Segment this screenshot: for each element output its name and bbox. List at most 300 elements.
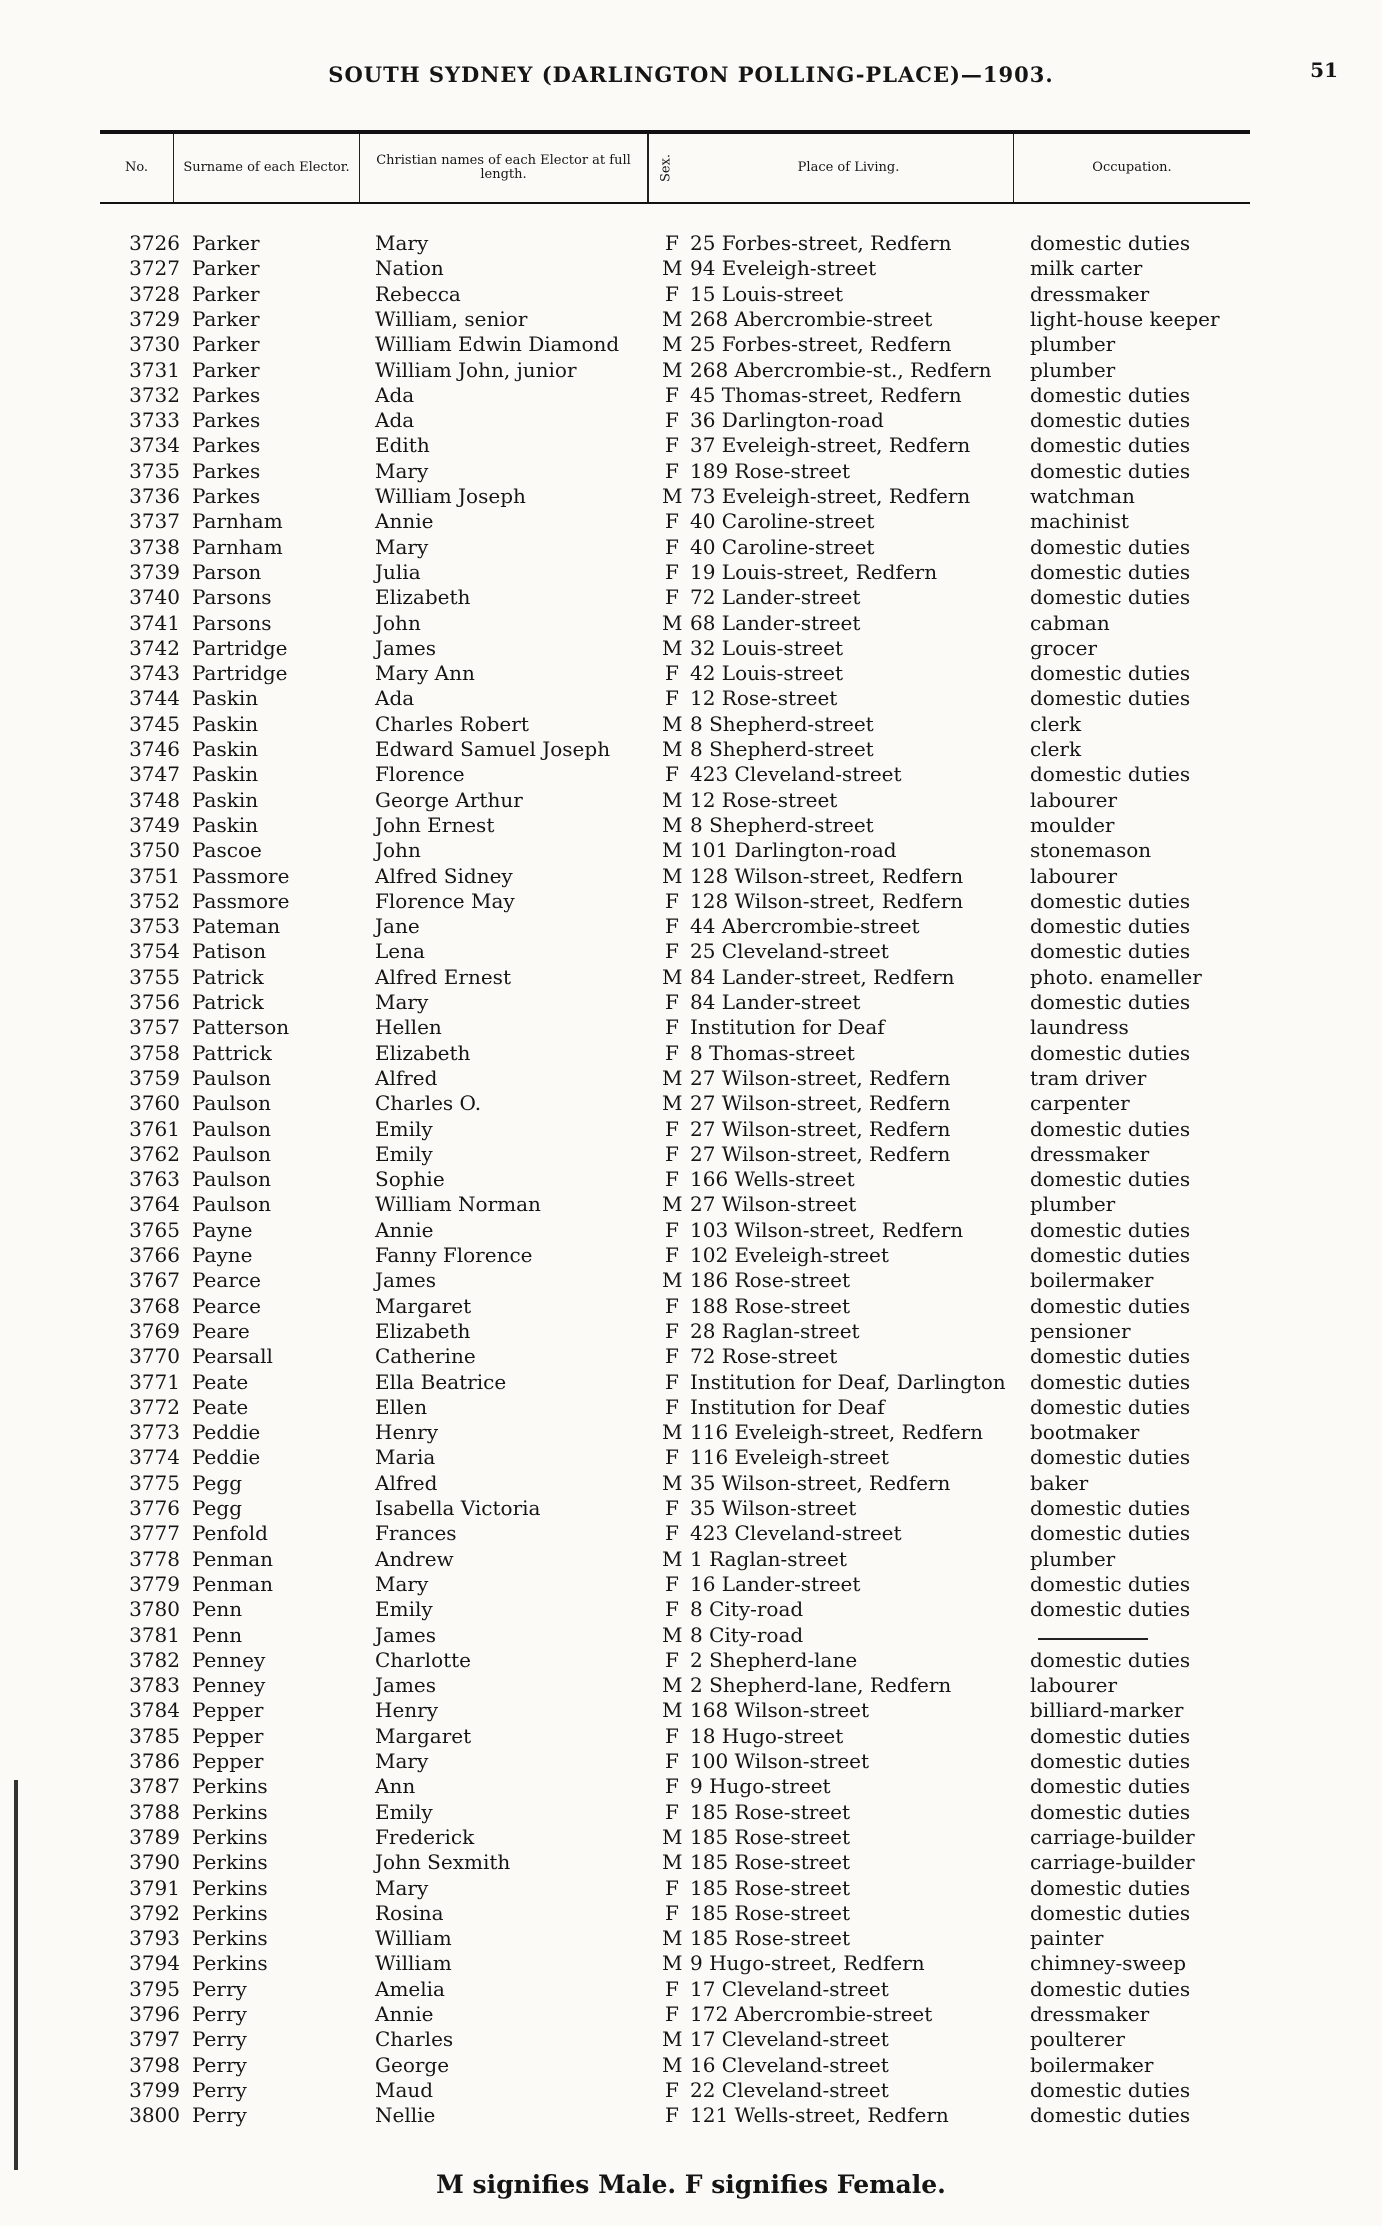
elector-sex: M <box>662 787 683 812</box>
table-row <box>100 1572 1280 1597</box>
table-row <box>100 1926 1280 1951</box>
elector-occupation: cabman <box>1030 610 1110 635</box>
elector-sex: F <box>665 231 679 255</box>
elector-christian-names: Ada <box>375 382 415 407</box>
elector-sex: F <box>665 1723 679 1748</box>
elector-surname: Perkins <box>192 1900 268 1925</box>
elector-place-of-living: 423 Cleveland-street <box>690 762 902 787</box>
elector-sex: F <box>665 2103 679 2128</box>
table-row <box>100 2053 1280 2078</box>
elector-number: 3770 <box>129 1344 180 1369</box>
elector-christian-names: William Norman <box>375 1192 541 1217</box>
elector-number: 3772 <box>129 1394 180 1419</box>
elector-surname: Penney <box>192 1647 266 1672</box>
elector-occupation: carpenter <box>1030 1091 1130 1116</box>
elector-sex: F <box>665 1774 679 1799</box>
elector-christian-names: Frederick <box>375 1824 475 1849</box>
elector-sex: F <box>665 1243 679 1267</box>
elector-christian-names: Emily <box>375 1116 433 1141</box>
elector-number: 3761 <box>129 1116 180 1141</box>
elector-sex: F <box>665 1521 679 1546</box>
table-row <box>100 1977 1280 2002</box>
table-row <box>100 1951 1280 1976</box>
elector-christian-names: Alfred Ernest <box>375 964 511 989</box>
elector-occupation: plumber <box>1030 1192 1116 1217</box>
elector-sex: F <box>665 888 679 913</box>
elector-surname: Parkes <box>192 408 261 433</box>
elector-sex: F <box>665 433 679 458</box>
elector-occupation: domestic duties <box>1030 1293 1191 1318</box>
elector-occupation: domestic duties <box>1030 1369 1191 1394</box>
table-row <box>100 1243 1280 1268</box>
elector-sex: M <box>662 1065 683 1090</box>
elector-sex: F <box>665 1217 679 1242</box>
elector-christian-names: Rosina <box>375 1900 444 1925</box>
elector-occupation: domestic duties <box>1030 1597 1191 1622</box>
elector-christian-names: Mary <box>375 231 429 255</box>
elector-occupation: dressmaker <box>1030 1141 1150 1166</box>
column-header-no: No. <box>100 134 174 202</box>
elector-surname: Payne <box>192 1217 253 1242</box>
elector-place-of-living: 44 Abercrombie-street <box>690 914 920 939</box>
table-row <box>100 1041 1280 1066</box>
table-row <box>100 1420 1280 1445</box>
elector-place-of-living: Institution for Deaf, Darlington <box>690 1369 1006 1394</box>
elector-place-of-living: 8 City-road <box>690 1597 804 1622</box>
elector-occupation: domestic duties <box>1030 1167 1191 1192</box>
table-row <box>100 332 1280 357</box>
table-row <box>100 990 1280 1015</box>
elector-surname: Parnham <box>192 509 283 534</box>
elector-number: 3793 <box>129 1926 180 1951</box>
table-row <box>100 1521 1280 1546</box>
table-row <box>100 1623 1280 1648</box>
elector-occupation: domestic duties <box>1030 433 1191 458</box>
column-header-occupation: Occupation. <box>1092 160 1172 175</box>
elector-sex: F <box>665 1369 679 1394</box>
elector-place-of-living: 40 Caroline-street <box>690 534 875 559</box>
elector-occupation: moulder <box>1030 812 1115 837</box>
elector-sex: M <box>662 1546 683 1571</box>
elector-christian-names: Charles O. <box>375 1091 482 1116</box>
elector-christian-names: Alfred <box>375 1470 438 1495</box>
table-row <box>100 1167 1280 1192</box>
elector-occupation: carriage-builder <box>1030 1850 1195 1875</box>
column-header-place-of-living: Place of Living. <box>684 134 1014 202</box>
elector-number: 3755 <box>129 964 180 989</box>
elector-surname: Perry <box>192 2077 247 2102</box>
elector-number: 3738 <box>129 534 180 559</box>
elector-place-of-living: 73 Eveleigh-street, Redfern <box>690 484 971 508</box>
elector-number: 3743 <box>129 661 180 686</box>
elector-sex: F <box>665 1900 679 1925</box>
elector-place-of-living: 45 Thomas-street, Redfern <box>690 382 962 407</box>
elector-sex: F <box>665 1571 679 1596</box>
elector-place-of-living: 166 Wells-street <box>690 1167 855 1192</box>
elector-place-of-living: 100 Wilson-street <box>690 1749 870 1773</box>
elector-sex: F <box>665 1799 679 1824</box>
elector-number: 3771 <box>129 1369 180 1394</box>
elector-christian-names: Maud <box>375 2077 434 2102</box>
elector-surname: Pepper <box>192 1723 264 1748</box>
elector-number: 3733 <box>129 408 180 433</box>
elector-christian-names: John Ernest <box>375 812 495 837</box>
elector-occupation: domestic duties <box>1030 661 1191 686</box>
elector-number: 3767 <box>129 1268 180 1293</box>
elector-surname: Perkins <box>192 1875 268 1900</box>
elector-number: 3740 <box>129 585 180 610</box>
elector-christian-names: William Joseph <box>375 484 526 508</box>
elector-sex: M <box>662 838 683 863</box>
table-row <box>100 1825 1280 1850</box>
elector-surname: Perkins <box>192 1799 268 1824</box>
elector-christian-names: Ann <box>375 1774 416 1799</box>
elector-christian-names: William John, junior <box>375 357 577 382</box>
elector-surname: Parker <box>192 231 260 255</box>
elector-occupation: domestic duties <box>1030 1344 1191 1369</box>
elector-place-of-living: 9 Hugo-street, Redfern <box>690 1951 925 1976</box>
table-row <box>100 737 1280 762</box>
table-row <box>100 1015 1280 1040</box>
elector-place-of-living: 128 Wilson-street, Redfern <box>690 888 964 913</box>
table-row <box>100 383 1280 408</box>
elector-occupation: domestic duties <box>1030 1799 1191 1824</box>
elector-sex: F <box>665 458 679 483</box>
elector-surname: Peate <box>192 1394 249 1419</box>
table-row <box>100 560 1280 585</box>
table-row <box>100 282 1280 307</box>
elector-occupation: domestic duties <box>1030 382 1191 407</box>
table-row <box>100 1117 1280 1142</box>
elector-occupation: dressmaker <box>1030 2002 1150 2026</box>
elector-surname: Paskin <box>192 737 259 761</box>
elector-sex: F <box>665 1749 679 1773</box>
elector-occupation: milk carter <box>1030 256 1143 281</box>
elector-number: 3759 <box>129 1065 180 1090</box>
elector-place-of-living: 37 Eveleigh-street, Redfern <box>690 433 971 458</box>
elector-sex: M <box>662 1951 683 1976</box>
elector-christian-names: George Arthur <box>375 787 523 812</box>
elector-occupation: domestic duties <box>1030 1749 1191 1773</box>
table-row <box>100 1218 1280 1243</box>
elector-place-of-living: 116 Eveleigh-street <box>690 1445 889 1470</box>
table-row <box>100 1471 1280 1496</box>
elector-occupation: plumber <box>1030 332 1116 357</box>
table-row <box>100 636 1280 661</box>
elector-surname: Paskin <box>192 686 259 711</box>
elector-christian-names: Mary <box>375 990 429 1014</box>
elector-number: 3735 <box>129 458 180 483</box>
elector-number: 3791 <box>129 1875 180 1900</box>
elector-christian-names: Ada <box>375 686 415 711</box>
elector-place-of-living: 8 Thomas-street <box>690 1040 855 1065</box>
elector-christian-names: James <box>375 635 437 660</box>
elector-place-of-living: 17 Cleveland-street <box>690 2027 889 2052</box>
elector-surname: Parkes <box>192 433 261 458</box>
elector-occupation: boilermaker <box>1030 1268 1154 1293</box>
elector-surname: Parker <box>192 357 260 382</box>
elector-number: 3731 <box>129 357 180 382</box>
elector-christian-names: Alfred Sidney <box>375 863 513 888</box>
elector-place-of-living: 128 Wilson-street, Redfern <box>690 863 964 888</box>
elector-number: 3750 <box>129 838 180 863</box>
elector-sex: M <box>662 711 683 736</box>
table-row <box>100 1901 1280 1926</box>
elector-place-of-living: 94 Eveleigh-street <box>690 256 877 281</box>
elector-surname: Partridge <box>192 661 288 686</box>
elector-christian-names: Charles Robert <box>375 711 529 736</box>
elector-occupation: stonemason <box>1030 838 1152 863</box>
elector-number: 3800 <box>129 2103 180 2128</box>
elector-number: 3773 <box>129 1420 180 1445</box>
table-row <box>100 2002 1280 2027</box>
elector-place-of-living: 8 Shepherd-street <box>690 711 874 736</box>
elector-place-of-living: 42 Louis-street <box>690 661 843 686</box>
elector-sex: M <box>662 1673 683 1698</box>
elector-number: 3727 <box>129 256 180 281</box>
elector-surname: Patrick <box>192 964 264 989</box>
elector-place-of-living: 102 Eveleigh-street <box>690 1243 889 1267</box>
table-row <box>100 1091 1280 1116</box>
column-header-christian-names: Christian names of each Elector at full length. <box>360 134 648 202</box>
elector-number: 3756 <box>129 990 180 1014</box>
elector-sex: M <box>662 306 683 331</box>
elector-place-of-living: 186 Rose-street <box>690 1268 851 1293</box>
elector-occupation: domestic duties <box>1030 1521 1191 1546</box>
blank-occupation-dash <box>1038 1638 1148 1640</box>
elector-occupation: domestic duties <box>1030 762 1191 787</box>
elector-place-of-living: 72 Lander-street <box>690 585 861 610</box>
elector-number: 3754 <box>129 939 180 964</box>
elector-christian-names: Emily <box>375 1597 433 1622</box>
elector-surname: Parnham <box>192 534 283 559</box>
elector-place-of-living: 27 Wilson-street, Redfern <box>690 1091 951 1116</box>
elector-place-of-living: 185 Rose-street <box>690 1900 851 1925</box>
table-row <box>100 1749 1280 1774</box>
elector-surname: Perry <box>192 2027 247 2052</box>
table-row <box>100 1774 1280 1799</box>
elector-place-of-living: 8 Shepherd-street <box>690 737 874 761</box>
elector-occupation: domestic duties <box>1030 1976 1191 2001</box>
elector-surname: Penney <box>192 1673 266 1698</box>
elector-christian-names: John <box>375 610 421 635</box>
elector-sex: F <box>665 661 679 686</box>
table-row <box>100 889 1280 914</box>
elector-surname: Payne <box>192 1243 253 1267</box>
elector-christian-names: James <box>375 1268 437 1293</box>
elector-place-of-living: 121 Wells-street, Redfern <box>690 2103 949 2128</box>
elector-number: 3792 <box>129 1900 180 1925</box>
elector-place-of-living: 28 Raglan-street <box>690 1318 860 1343</box>
elector-sex: F <box>665 382 679 407</box>
elector-occupation: clerk <box>1030 737 1082 761</box>
elector-place-of-living: 36 Darlington-road <box>690 408 884 433</box>
elector-surname: Peare <box>192 1318 250 1343</box>
table-row <box>100 914 1280 939</box>
elector-surname: Paskin <box>192 711 259 736</box>
elector-place-of-living: 25 Forbes-street, Redfern <box>690 332 952 357</box>
table-row <box>100 231 1280 256</box>
elector-number: 3799 <box>129 2077 180 2102</box>
elector-christian-names: William <box>375 1926 452 1951</box>
table-row <box>100 1142 1280 1167</box>
elector-occupation: domestic duties <box>1030 686 1191 711</box>
elector-place-of-living: 12 Rose-street <box>690 686 838 711</box>
elector-sex: M <box>662 1824 683 1849</box>
elector-number: 3790 <box>129 1850 180 1875</box>
elector-christian-names: Florence <box>375 762 465 787</box>
elector-place-of-living: 16 Cleveland-street <box>690 2052 889 2077</box>
elector-occupation: domestic duties <box>1030 1875 1191 1900</box>
elector-sex: M <box>662 1698 683 1723</box>
elector-place-of-living: 268 Abercrombie-st., Redfern <box>690 357 992 382</box>
table-row <box>100 1800 1280 1825</box>
elector-occupation: light-house keeper <box>1030 306 1220 331</box>
elector-sex: M <box>662 484 683 508</box>
elector-sex: F <box>665 1875 679 1900</box>
elector-occupation: domestic duties <box>1030 2103 1191 2128</box>
elector-sex: M <box>662 812 683 837</box>
elector-occupation: domestic duties <box>1030 914 1191 939</box>
elector-sex: F <box>665 762 679 787</box>
elector-number: 3782 <box>129 1647 180 1672</box>
elector-occupation: labourer <box>1030 1673 1118 1698</box>
elector-place-of-living: 15 Louis-street <box>690 281 843 306</box>
elector-surname: Patrick <box>192 990 264 1014</box>
table-row <box>100 2078 1280 2103</box>
elector-surname: Peddie <box>192 1420 261 1445</box>
elector-surname: Parker <box>192 306 260 331</box>
elector-place-of-living: Institution for Deaf <box>690 1015 885 1040</box>
elector-number: 3732 <box>129 382 180 407</box>
table-row <box>100 712 1280 737</box>
elector-sex: F <box>665 1116 679 1141</box>
table-row <box>100 1547 1280 1572</box>
elector-sex: M <box>662 1622 683 1647</box>
elector-place-of-living: 27 Wilson-street, Redfern <box>690 1141 951 1166</box>
elector-place-of-living: 189 Rose-street <box>690 458 851 483</box>
elector-number: 3769 <box>129 1318 180 1343</box>
elector-occupation: carriage-builder <box>1030 1824 1195 1849</box>
table-row <box>100 2027 1280 2052</box>
elector-christian-names: Charlotte <box>375 1647 472 1672</box>
elector-sex: M <box>662 2052 683 2077</box>
elector-surname: Pearsall <box>192 1344 273 1369</box>
table-row <box>100 484 1280 509</box>
elector-surname: Perry <box>192 2103 247 2128</box>
elector-place-of-living: 185 Rose-street <box>690 1926 851 1951</box>
elector-number: 3742 <box>129 635 180 660</box>
elector-number: 3788 <box>129 1799 180 1824</box>
elector-occupation: tram driver <box>1030 1065 1147 1090</box>
elector-surname: Partridge <box>192 635 288 660</box>
elector-sex: M <box>662 610 683 635</box>
elector-occupation: domestic duties <box>1030 534 1191 559</box>
elector-christian-names: Elizabeth <box>375 1318 471 1343</box>
elector-occupation: domestic duties <box>1030 1571 1191 1596</box>
elector-number: 3745 <box>129 711 180 736</box>
elector-place-of-living: 68 Lander-street <box>690 610 861 635</box>
elector-number: 3795 <box>129 1976 180 2001</box>
elector-place-of-living: 188 Rose-street <box>690 1293 851 1318</box>
elector-christian-names: Henry <box>375 1420 439 1445</box>
elector-surname: Parker <box>192 256 260 281</box>
elector-christian-names: Mary <box>375 534 429 559</box>
elector-surname: Passmore <box>192 863 290 888</box>
elector-occupation: domestic duties <box>1030 1900 1191 1925</box>
table-row <box>100 1648 1280 1673</box>
elector-christian-names: Edward Samuel Joseph <box>375 737 611 761</box>
elector-sex: M <box>662 1420 683 1445</box>
elector-christian-names: Charles <box>375 2027 454 2052</box>
elector-christian-names: Florence May <box>375 888 515 913</box>
elector-sex: F <box>665 1293 679 1318</box>
elector-occupation: domestic duties <box>1030 408 1191 433</box>
elector-surname: Paskin <box>192 787 259 812</box>
elector-number: 3776 <box>129 1496 180 1520</box>
elector-place-of-living: 8 City-road <box>690 1622 804 1647</box>
elector-christian-names: Elizabeth <box>375 585 471 610</box>
elector-number: 3765 <box>129 1217 180 1242</box>
elector-sex: F <box>665 914 679 939</box>
table-row <box>100 509 1280 534</box>
elector-christian-names: Mary <box>375 458 429 483</box>
table-row <box>100 1673 1280 1698</box>
elector-surname: Pegg <box>192 1496 242 1520</box>
elector-sex: M <box>662 1850 683 1875</box>
elector-number: 3734 <box>129 433 180 458</box>
elector-place-of-living: 2 Shepherd-lane, Redfern <box>690 1673 952 1698</box>
elector-christian-names: John <box>375 838 421 863</box>
elector-number: 3726 <box>129 231 180 255</box>
elector-number: 3739 <box>129 559 180 584</box>
elector-number: 3762 <box>129 1141 180 1166</box>
elector-number: 3777 <box>129 1521 180 1546</box>
elector-sex: F <box>665 939 679 964</box>
elector-christian-names: William, senior <box>375 306 528 331</box>
elector-christian-names: Rebecca <box>375 281 461 306</box>
elector-christian-names: Alfred <box>375 1065 438 1090</box>
elector-place-of-living: 27 Wilson-street, Redfern <box>690 1116 951 1141</box>
elector-surname: Parsons <box>192 585 272 610</box>
elector-number: 3787 <box>129 1774 180 1799</box>
table-row <box>100 459 1280 484</box>
elector-sex: F <box>665 1976 679 2001</box>
elector-occupation: labourer <box>1030 787 1118 812</box>
elector-sex: F <box>665 1040 679 1065</box>
elector-place-of-living: 27 Wilson-street <box>690 1192 857 1217</box>
elector-surname: Paulson <box>192 1141 271 1166</box>
elector-surname: Peddie <box>192 1445 261 1470</box>
elector-christian-names: Mary <box>375 1749 429 1773</box>
elector-number: 3763 <box>129 1167 180 1192</box>
elector-christian-names: John Sexmith <box>375 1850 511 1875</box>
elector-occupation: domestic duties <box>1030 458 1191 483</box>
elector-occupation: domestic duties <box>1030 939 1191 964</box>
elector-place-of-living: 16 Lander-street <box>690 1571 861 1596</box>
table-row <box>100 535 1280 560</box>
elector-sex: F <box>665 990 679 1014</box>
elector-sex: M <box>662 1268 683 1293</box>
elector-place-of-living: 18 Hugo-street <box>690 1723 844 1748</box>
elector-number: 3746 <box>129 737 180 761</box>
elector-sex: M <box>662 635 683 660</box>
elector-surname: Patison <box>192 939 267 964</box>
elector-occupation: dressmaker <box>1030 281 1150 306</box>
table-row <box>100 686 1280 711</box>
table-row <box>100 1724 1280 1749</box>
elector-place-of-living: 25 Cleveland-street <box>690 939 889 964</box>
